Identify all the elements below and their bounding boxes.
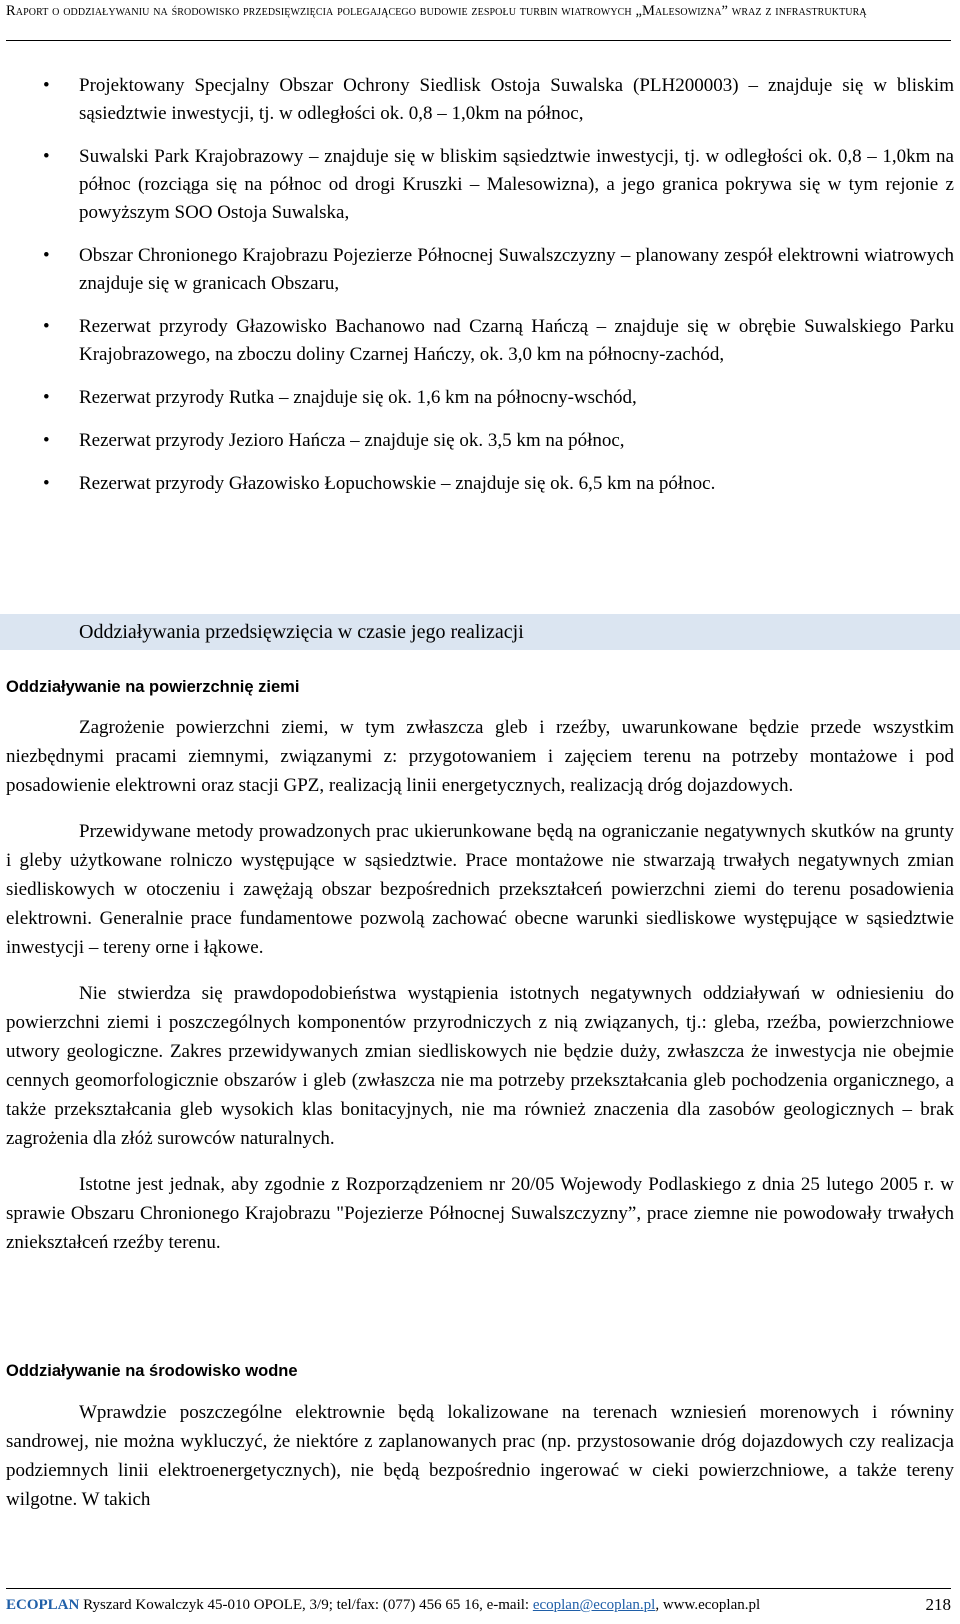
list-item [0,143,960,227]
list-item-text: Obszar Chronionego Krajobrazu Pojezierze Północnej Suwalszczyzny – planowany zespół elektrowni wiatrowych znajduje się w granicach Obszaru, [79,245,954,294]
list-item [0,470,960,498]
list-item-text: Rezerwat przyrody Rutka – znajduje się ok. 1,6 km na północny-wschód, [79,387,637,408]
paragraph: Nie stwierdza się prawdopodobieństwa wystąpienia istotnych negatywnych oddziaływań w odniesieniu do powierzchni ziemi i poszczególnych komponentów przyrodniczych z nią związanych, tj.: gleba, rzeźba, powierzchniowe utwory geologiczne. Zakres przewidywanych zmian siedliskowych nie będzie duży, zwłaszcza że inwestycja nie obejmie cennych geomorfologicznie obszarów i gleb (zwłaszcza nie ma potrzeby przekształcania gleb pochodzenia organicznego, a także przekształcania gleb wysokich klas bonitacyjnych, nie ma również znaczenia dla zasobów geologicznych – brak zagrożenia dla złóż surowców naturalnych. [6,983,954,1149]
document-header: Raport o oddziaływaniu na środowisko przedsięwzięcia polegającego budowie zespołu turbin wiatrowych „Malesowizna” wraz z infrastrukturą [6,3,867,19]
list-item-text: Suwalski Park Krajobrazowy – znajduje się w bliskim sąsiedztwie inwestycji, tj. w odległości ok. 0,8 – 1,0km na północ (rozciąga się na północ od drogi Kruszki – Malesowizna), a jego granica pokrywa się w tym rejonie z powyższym SOO Ostoja Suwalska, [79,146,954,223]
paragraph: Istotne jest jednak, aby zgodnie z Rozporządzeniem nr 20/05 Wojewody Podlaskiego z dnia 25 lutego 2005 r. w sprawie Obszaru Chronionego Krajobrazu "Pojezierze Północnej Suwalszczyzny”, prace ziemne nie powodowały trwałych zniekształceń rzeźby terenu. [6,1174,954,1253]
bullet-icon: • [43,387,50,408]
subsection-body-soil [6,713,954,1274]
list-item-text: Rezerwat przyrody Głazowisko Bachanowo nad Czarną Hańczą – znajduje się w obrębie Suwalskiego Parku Krajobrazowego, na zboczu doliny Czarnej Hańczy, ok. 3,0 km na północny-zachód, [79,316,954,365]
document-footer [6,1594,951,1616]
email-link[interactable]: ecoplan@ecoplan.pl [532,1597,656,1613]
page-number: 218 [925,1595,951,1614]
list-item-text: Rezerwat przyrody Głazowisko Łopuchowskie – znajduje się ok. 6,5 km na północ. [79,473,716,494]
list-item [0,242,960,298]
paragraph: Wprawdzie poszczególne elektrownie będą lokalizowane na terenach wzniesień morenowych i równiny sandrowej, nie można wykluczyć, że niektóre z zaplanowanych prac (np. przystosowanie dróg dojazdowych czy realizacja podziemnych linii elektroenergetycznych), nie będą bezpośrednio ingerować w cieki powierzchniowe, a także tereny wilgotne. W takich [6,1402,954,1510]
section-title: Oddziaływania przedsięwzięcia w czasie jego realizacji [79,621,524,643]
bullet-icon: • [43,316,50,337]
list-item [0,384,960,412]
footer-divider [6,1588,951,1589]
header-divider [6,40,951,41]
list-item [0,313,960,369]
list-item-text: Projektowany Specjalny Obszar Ochrony Siedlisk Ostoja Suwalska (PLH200003) – znajduje się w bliskim sąsiedztwie inwestycji, tj. w odległości ok. 0,8 – 1,0km na północ, [79,75,954,124]
section-heading-band [0,614,960,650]
website-text: , www.ecoplan.pl [655,1597,761,1613]
subsection-heading-soil: Oddziaływanie na powierzchnię ziemi [6,678,300,696]
paragraph: Przewidywane metody prowadzonych prac ukierunkowane będą na ograniczanie negatywnych skutków na grunty i gleby użytkowane rolniczo występujące w sąsiedztwie. Prace montażowe nie stwarzają trwałych negatywnych zmian siedliskowych w otoczeniu i zawężają obszar bezpośrednich przekształceń powierzchni ziemi do terenu posadowienia elektrowni. Generalnie prace fundamentowe pozwolą zachować obecne warunki siedliskowe występujące w sąsiedztwie inwestycji – tereny orne i łąkowe. [6,821,954,958]
list-item-text: Rezerwat przyrody Jezioro Hańcza – znajduje się ok. 3,5 km na północ, [79,430,625,451]
company-address: Ryszard Kowalczyk 45-010 OPOLE, 3/9; tel/fax: (077) 456 65 16, e-mail: [83,1597,530,1613]
bullet-icon: • [43,473,50,494]
list-item [0,72,960,128]
company-brand: ECOPLAN [6,1597,80,1613]
bullet-icon: • [43,75,50,96]
protected-areas-list [0,72,960,513]
bullet-icon: • [43,146,50,167]
list-item [0,427,960,455]
paragraph: Zagrożenie powierzchni ziemi, w tym zwłaszcza gleb i rzeźby, uwarunkowane będzie przede wszystkim niezbędnymi pracami ziemnymi, związanymi z: przygotowaniem i zajęciem terenu na potrzeby montażowe i pod posadowienie elektrowni oraz stacji GPZ, realizacją linii energetycznych, realizacją dróg dojazdowych. [6,717,954,796]
bullet-icon: • [43,245,50,266]
subsection-body-water [6,1398,954,1531]
bullet-icon: • [43,430,50,451]
subsection-heading-water: Oddziaływanie na środowisko wodne [6,1362,298,1380]
